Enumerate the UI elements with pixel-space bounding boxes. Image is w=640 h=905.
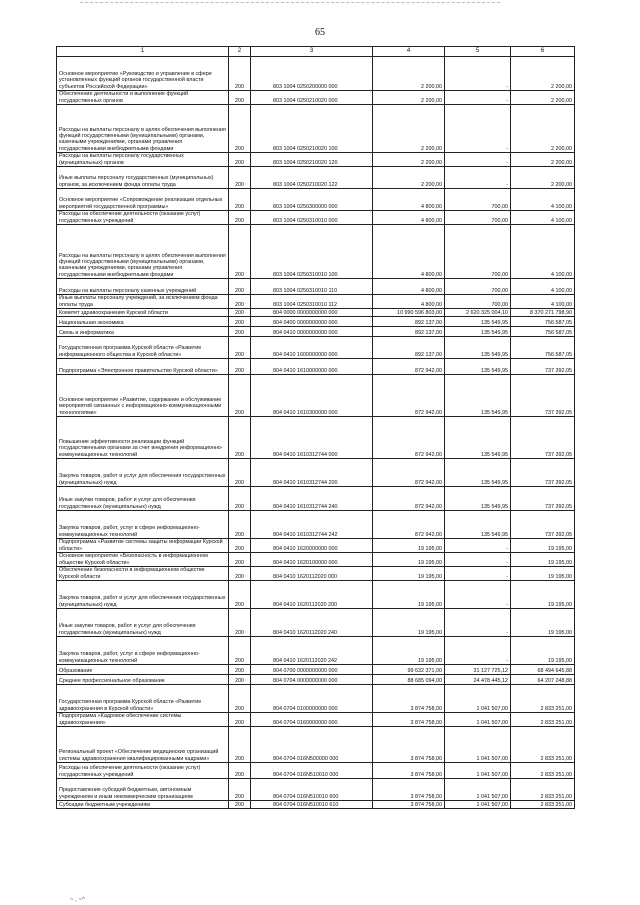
row-code: 804 0410 0000000000 000: [251, 327, 373, 337]
row-name: Обеспечение безопасности в информационном обществе Курской области: [57, 567, 229, 581]
row-plan-value: 892 137,00: [373, 327, 445, 337]
row-grbs: 200: [229, 375, 251, 417]
row-executed-value: -: [445, 637, 511, 665]
row-plan-value: 872 942,00: [373, 359, 445, 375]
row-name: Предоставление субсидий бюджетным, автономным учреждениям и иным некоммерческим организациям: [57, 779, 229, 801]
row-code: 803 1004 0250210020 120: [251, 153, 373, 167]
row-remaining-value: 4 100,00: [511, 295, 575, 309]
table-row: [57, 665, 575, 675]
table-row: [57, 567, 575, 581]
table-row: [57, 279, 575, 295]
row-name: Субсидии бюджетным учреждениям: [57, 801, 229, 809]
row-executed-value: 135 549,95: [445, 359, 511, 375]
row-plan-value: 4 800,00: [373, 279, 445, 295]
row-code: 804 0410 1620112020 240: [251, 609, 373, 637]
row-code: 804 0410 1600000000 000: [251, 337, 373, 359]
row-executed-value: 135 549,95: [445, 375, 511, 417]
row-remaining-value: 737 392,05: [511, 375, 575, 417]
row-plan-value: 19 195,00: [373, 567, 445, 581]
row-plan-value: 10 990 596 803,00: [373, 309, 445, 317]
row-executed-value: 1 041 507,00: [445, 713, 511, 727]
row-code: 804 0704 016N510010 000: [251, 763, 373, 779]
row-remaining-value: 19 195,00: [511, 581, 575, 609]
row-remaining-value: 2 833 251,00: [511, 727, 575, 763]
row-grbs: 200: [229, 675, 251, 685]
table-row: [57, 487, 575, 511]
row-name: Региональный проект «Обеспечение медицинских организаций системы здравоохранения квалифицированными кадрами»: [57, 727, 229, 763]
row-remaining-value: 4 100,00: [511, 225, 575, 279]
table-row: [57, 295, 575, 309]
table-row: [57, 375, 575, 417]
row-remaining-value: 19 195,00: [511, 553, 575, 567]
table-row: [57, 779, 575, 801]
row-executed-value: 135 549,95: [445, 511, 511, 539]
row-grbs: 200: [229, 225, 251, 279]
row-executed-value: 135 549,95: [445, 317, 511, 327]
row-name: Среднее профессиональное образование: [57, 675, 229, 685]
row-executed-value: -: [445, 553, 511, 567]
table-row: [57, 713, 575, 727]
row-plan-value: 4 800,00: [373, 295, 445, 309]
row-executed-value: 1 041 507,00: [445, 801, 511, 809]
table-row: [57, 609, 575, 637]
row-code: 803 1004 0250210020 100: [251, 105, 373, 153]
table-row: [57, 189, 575, 211]
row-plan-value: 4 800,00: [373, 225, 445, 279]
row-remaining-value: 8 370 271 798,90: [511, 309, 575, 317]
row-code: 804 0410 1620100000 000: [251, 553, 373, 567]
row-executed-value: 135 549,95: [445, 327, 511, 337]
row-plan-value: 19 195,00: [373, 609, 445, 637]
row-executed-value: 24 478 445,12: [445, 675, 511, 685]
row-grbs: 200: [229, 167, 251, 189]
page-number: 65: [315, 27, 325, 38]
row-name: Комитет здравоохранения Курской области: [57, 309, 229, 317]
row-code: 803 1004 0250310010 100: [251, 225, 373, 279]
row-code: 804 0410 1610000000 000: [251, 359, 373, 375]
row-executed-value: -: [445, 567, 511, 581]
table-body: [57, 57, 575, 809]
row-executed-value: 700,00: [445, 189, 511, 211]
row-remaining-value: 2 833 251,00: [511, 685, 575, 713]
table-row: [57, 675, 575, 685]
row-executed-value: 700,00: [445, 279, 511, 295]
row-executed-value: 31 127 725,12: [445, 665, 511, 675]
row-name: Иные выплаты персоналу государственных (муниципальных) органов, за исключением фонда оплаты труда: [57, 167, 229, 189]
row-executed-value: 2 620 325 004,10: [445, 309, 511, 317]
row-name: Закупка товаров, работ, услуг в сфере информационно-коммуникационных технологий: [57, 637, 229, 665]
row-name: Подпрограмма «Электронное правительство Курской области»: [57, 359, 229, 375]
row-remaining-value: 68 494 645,88: [511, 665, 575, 675]
row-remaining-value: 2 200,00: [511, 57, 575, 91]
row-name: Повышение эффективности реализации функций государственными органами за счет внедрения информационно-коммуникационных технологий: [57, 417, 229, 459]
row-grbs: 200: [229, 511, 251, 539]
row-grbs: 200: [229, 713, 251, 727]
row-plan-value: 19 195,00: [373, 553, 445, 567]
row-grbs: 200: [229, 801, 251, 809]
row-plan-value: 99 632 371,00: [373, 665, 445, 675]
row-name: Основное мероприятие «Развитие, содержание и обслуживание мероприятий связанных с информационно-коммуникационными технологиями»: [57, 375, 229, 417]
row-grbs: 200: [229, 539, 251, 553]
row-executed-value: 135 549,95: [445, 487, 511, 511]
table-row: [57, 57, 575, 91]
table-row: [57, 539, 575, 553]
row-remaining-value: 19 195,00: [511, 609, 575, 637]
row-code: 804 0704 016N510010 610: [251, 801, 373, 809]
row-grbs: 200: [229, 309, 251, 317]
footer-mark: ~ , ~^: [70, 897, 85, 903]
row-plan-value: 4 800,00: [373, 189, 445, 211]
row-grbs: 200: [229, 581, 251, 609]
row-grbs: 200: [229, 487, 251, 511]
row-plan-value: 2 200,00: [373, 105, 445, 153]
row-remaining-value: 737 392,05: [511, 459, 575, 487]
row-name: Закупка товаров, работ, услуг в сфере информационно-коммуникационных технологий: [57, 511, 229, 539]
table-row: [57, 317, 575, 327]
row-remaining-value: 4 100,00: [511, 211, 575, 225]
row-plan-value: 872 942,00: [373, 511, 445, 539]
row-grbs: 200: [229, 553, 251, 567]
row-name: Связь и информатика: [57, 327, 229, 337]
row-code: 804 0410 1620112020 242: [251, 637, 373, 665]
row-plan-value: 872 942,00: [373, 459, 445, 487]
row-remaining-value: 2 833 251,00: [511, 801, 575, 809]
row-grbs: 200: [229, 417, 251, 459]
row-grbs: 200: [229, 567, 251, 581]
row-plan-value: 2 200,00: [373, 153, 445, 167]
row-remaining-value: 2 200,00: [511, 105, 575, 153]
row-remaining-value: 19 195,00: [511, 637, 575, 665]
row-name: Обеспечение деятельности и выполнение функций государственных органов: [57, 91, 229, 105]
row-name: Государственная программа Курской области «Развитие здравоохранения в Курской области»: [57, 685, 229, 713]
row-executed-value: -: [445, 539, 511, 553]
row-plan-value: 3 874 758,00: [373, 779, 445, 801]
row-code: 804 0410 1610312744 200: [251, 459, 373, 487]
row-grbs: 200: [229, 359, 251, 375]
row-executed-value: -: [445, 609, 511, 637]
row-code: 803 1004 0250210020 000: [251, 91, 373, 105]
row-executed-value: -: [445, 57, 511, 91]
table-row: [57, 327, 575, 337]
row-grbs: 200: [229, 105, 251, 153]
row-plan-value: 3 874 758,00: [373, 727, 445, 763]
row-code: 804 0410 1620000000 000: [251, 539, 373, 553]
header-cell: 4: [373, 47, 445, 57]
table-row: [57, 337, 575, 359]
row-plan-value: 4 800,00: [373, 211, 445, 225]
row-executed-value: -: [445, 581, 511, 609]
row-plan-value: 88 685 094,00: [373, 675, 445, 685]
row-grbs: 200: [229, 153, 251, 167]
row-executed-value: 700,00: [445, 225, 511, 279]
row-executed-value: 135 549,95: [445, 459, 511, 487]
row-grbs: 200: [229, 727, 251, 763]
table-row: [57, 637, 575, 665]
row-plan-value: 2 200,00: [373, 167, 445, 189]
row-remaining-value: 2 833 251,00: [511, 763, 575, 779]
row-grbs: 200: [229, 609, 251, 637]
row-grbs: 200: [229, 57, 251, 91]
header-cell: 5: [445, 47, 511, 57]
row-remaining-value: 737 392,05: [511, 417, 575, 459]
row-code: 803 1004 0250300000 000: [251, 189, 373, 211]
row-executed-value: -: [445, 167, 511, 189]
row-grbs: 200: [229, 665, 251, 675]
row-plan-value: 3 874 758,00: [373, 763, 445, 779]
row-name: Иные закупки товаров, работ и услуг для обеспечения государственных (муниципальных) нужд: [57, 487, 229, 511]
row-name: Иные выплаты персоналу учреждений, за исключением фонда оплаты труда: [57, 295, 229, 309]
row-executed-value: -: [445, 105, 511, 153]
row-grbs: 200: [229, 685, 251, 713]
table-row: [57, 417, 575, 459]
header-cell: 2: [229, 47, 251, 57]
row-remaining-value: 4 100,00: [511, 279, 575, 295]
table-row: [57, 511, 575, 539]
row-code: 804 0410 1610300000 000: [251, 375, 373, 417]
table-row: [57, 801, 575, 809]
row-remaining-value: 737 392,05: [511, 487, 575, 511]
table-row: [57, 153, 575, 167]
row-name: Государственная программа Курской области «Развитие информационного общества в Курской области»: [57, 337, 229, 359]
row-grbs: 200: [229, 327, 251, 337]
table-row: [57, 91, 575, 105]
row-code: 804 0000 0000000000 000: [251, 309, 373, 317]
row-code: 803 1004 0250310010 110: [251, 279, 373, 295]
row-remaining-value: 737 392,05: [511, 359, 575, 375]
header-cell: 3: [251, 47, 373, 57]
table-row: [57, 581, 575, 609]
row-grbs: 200: [229, 211, 251, 225]
row-grbs: 200: [229, 317, 251, 327]
row-remaining-value: 2 200,00: [511, 153, 575, 167]
row-remaining-value: 756 587,05: [511, 327, 575, 337]
table-row: [57, 225, 575, 279]
row-name: Расходы на обеспечение деятельности (оказание услуг) государственных учреждений: [57, 763, 229, 779]
row-plan-value: 19 195,00: [373, 581, 445, 609]
table-row: [57, 685, 575, 713]
row-executed-value: 1 041 507,00: [445, 779, 511, 801]
row-remaining-value: 4 100,00: [511, 189, 575, 211]
table-row: [57, 763, 575, 779]
row-code: 803 1004 0250200000 000: [251, 57, 373, 91]
table-row: [57, 459, 575, 487]
row-code: 804 0400 0000000000 000: [251, 317, 373, 327]
row-name: Расходы на выплаты персоналу в целях обеспечения выполнения функций государственными (муниципальными) органами, казенными учреждениями, органами управления государственными внебюджетными фондами: [57, 225, 229, 279]
row-name: Расходы на выплаты персоналу государственных (муниципальных) органов: [57, 153, 229, 167]
row-name: Иные закупки товаров, работ и услуг для обеспечения государственных (муниципальных) нужд: [57, 609, 229, 637]
row-remaining-value: 756 587,05: [511, 337, 575, 359]
row-code: 803 1004 0250210020 122: [251, 167, 373, 189]
row-name: Национальная экономика: [57, 317, 229, 327]
row-code: 804 0410 1620112020 200: [251, 581, 373, 609]
row-name: Основное мероприятие «Руководство и управление в сфере установленных функций органов государственной власти субъектов Российской Федерации»: [57, 57, 229, 91]
row-plan-value: 872 942,00: [373, 487, 445, 511]
row-remaining-value: 64 207 248,88: [511, 675, 575, 685]
table-row: [57, 167, 575, 189]
row-executed-value: -: [445, 153, 511, 167]
row-executed-value: 1 041 507,00: [445, 685, 511, 713]
row-executed-value: 700,00: [445, 211, 511, 225]
table-row: [57, 553, 575, 567]
row-remaining-value: 19 195,00: [511, 539, 575, 553]
row-grbs: 200: [229, 279, 251, 295]
row-executed-value: -: [445, 91, 511, 105]
row-grbs: 200: [229, 779, 251, 801]
table-row: [57, 105, 575, 153]
row-executed-value: 135 549,95: [445, 337, 511, 359]
row-name: Подпрограмма «Кадровое обеспечение системы здравоохранения»: [57, 713, 229, 727]
row-plan-value: 19 195,00: [373, 637, 445, 665]
row-name: Основное мероприятие «Безопасность в информационном обществе Курской области»: [57, 553, 229, 567]
row-code: 804 0410 1610312744 240: [251, 487, 373, 511]
row-plan-value: 872 942,00: [373, 417, 445, 459]
row-name: Закупка товаров, работ и услуг для обеспечения государственных (муниципальных) нужд: [57, 581, 229, 609]
row-code: 804 0704 0000000000 000: [251, 675, 373, 685]
row-name: Основное мероприятие «Сопровождение реализации отдельных мероприятий государственной программы»: [57, 189, 229, 211]
row-executed-value: 135 549,95: [445, 417, 511, 459]
row-plan-value: 892 137,00: [373, 317, 445, 327]
row-code: 804 0704 016N510010 600: [251, 779, 373, 801]
row-remaining-value: 2 200,00: [511, 167, 575, 189]
row-name: Расходы на выплаты персоналу в целях обеспечения выполнения функций государственными (муниципальными) органами, казенными учреждениями, органами управления государственными внебюджетными фондами: [57, 105, 229, 153]
row-code: 804 0410 1610312744 000: [251, 417, 373, 459]
row-remaining-value: 737 392,05: [511, 511, 575, 539]
row-plan-value: 892 137,00: [373, 337, 445, 359]
row-executed-value: 1 041 507,00: [445, 763, 511, 779]
table-row: [57, 211, 575, 225]
row-plan-value: 872 942,00: [373, 375, 445, 417]
row-grbs: 200: [229, 763, 251, 779]
row-name: Расходы на выплаты персоналу казенных учреждений: [57, 279, 229, 295]
row-code: 804 0410 1610312744 242: [251, 511, 373, 539]
header-cell: 1: [57, 47, 229, 57]
table-header-row: [57, 47, 575, 57]
row-grbs: 200: [229, 637, 251, 665]
row-remaining-value: 2 833 251,00: [511, 713, 575, 727]
row-remaining-value: 756 587,05: [511, 317, 575, 327]
header-cell: 6: [511, 47, 575, 57]
row-code: 804 0700 0000000000 000: [251, 665, 373, 675]
row-name: Подпрограмма «Развитие системы защиты информации Курской области»: [57, 539, 229, 553]
row-name: Расходы на обеспечение деятельности (оказание услуг) государственных учреждений: [57, 211, 229, 225]
row-plan-value: 2 200,00: [373, 57, 445, 91]
row-code: 804 0704 0160000000 000: [251, 713, 373, 727]
row-code: 804 0704 016N500000 000: [251, 727, 373, 763]
row-plan-value: 3 874 758,00: [373, 713, 445, 727]
budget-table: [56, 46, 575, 809]
row-grbs: 200: [229, 337, 251, 359]
row-name: Закупка товаров, работ и услуг для обеспечения государственных (муниципальных) нужд: [57, 459, 229, 487]
row-remaining-value: 2 200,00: [511, 91, 575, 105]
table-row: [57, 727, 575, 763]
row-remaining-value: 2 833 251,00: [511, 779, 575, 801]
row-executed-value: 1 041 507,00: [445, 727, 511, 763]
row-plan-value: 2 200,00: [373, 91, 445, 105]
row-plan-value: 19 195,00: [373, 539, 445, 553]
row-grbs: 200: [229, 189, 251, 211]
row-grbs: 200: [229, 459, 251, 487]
row-grbs: 200: [229, 91, 251, 105]
row-code: 803 1004 0250310010 000: [251, 211, 373, 225]
row-grbs: 200: [229, 295, 251, 309]
row-code: 804 0704 0100000000 000: [251, 685, 373, 713]
row-executed-value: 700,00: [445, 295, 511, 309]
table-row: [57, 309, 575, 317]
row-name: Образование: [57, 665, 229, 675]
row-plan-value: 3 874 758,00: [373, 801, 445, 809]
table-row: [57, 359, 575, 375]
top-edge-line: [80, 2, 500, 3]
row-plan-value: 3 874 758,00: [373, 685, 445, 713]
row-code: 803 1004 0250310010 112: [251, 295, 373, 309]
row-code: 804 0410 1620112020 000: [251, 567, 373, 581]
row-remaining-value: 19 195,00: [511, 567, 575, 581]
